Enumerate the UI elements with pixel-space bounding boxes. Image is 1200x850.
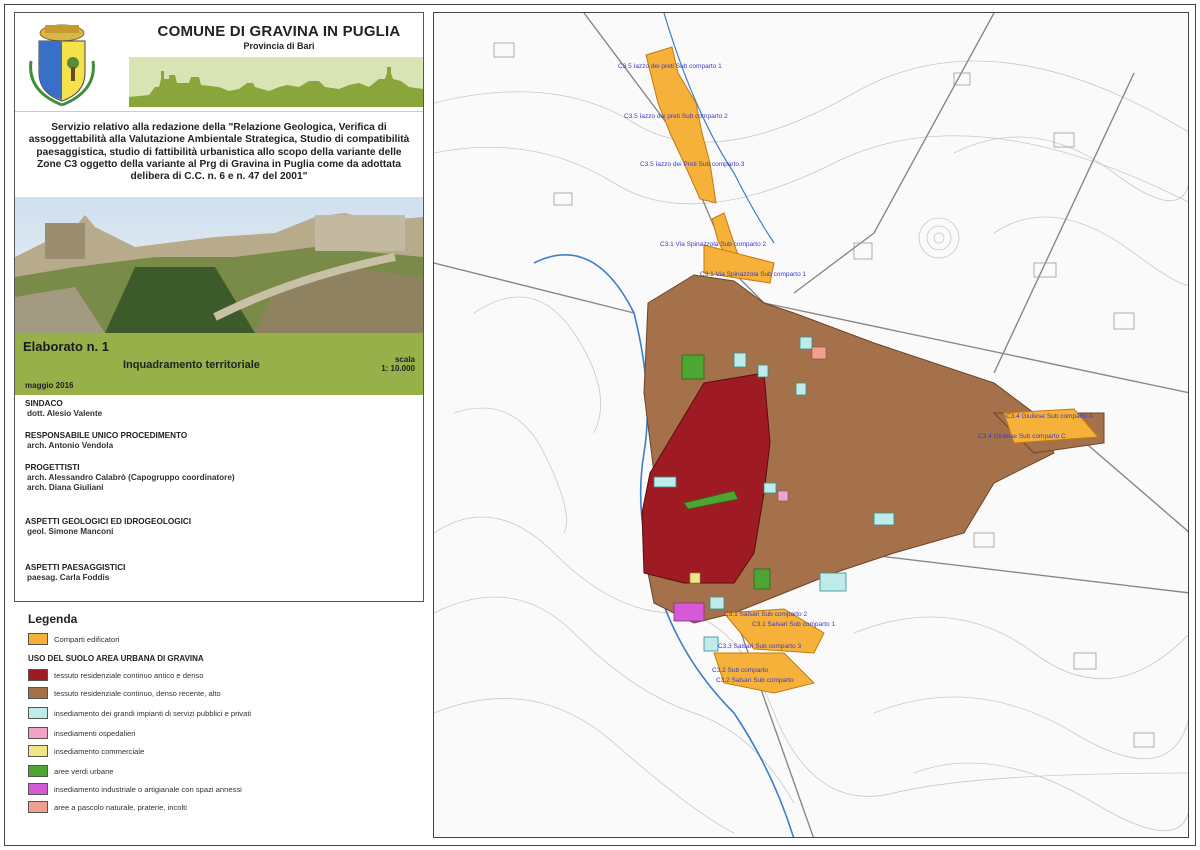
coat-of-arms-icon bbox=[25, 21, 99, 107]
map-label: C3.1 Via Spinazzola Sub comparto 2 bbox=[660, 241, 767, 248]
map-label: C3.4 Giuliese Sub comparto C bbox=[978, 433, 1066, 440]
credit-name: dott. Alesio Valente bbox=[27, 409, 103, 418]
legend-swatch bbox=[28, 801, 48, 813]
elaborato-date: maggio 2016 bbox=[25, 381, 74, 390]
credit-name: paesag. Carla Foddis bbox=[27, 573, 110, 582]
scale-block bbox=[381, 355, 415, 373]
legend-label: insediamenti ospedalieri bbox=[54, 728, 136, 738]
credit-name: arch. Diana Giuliani bbox=[27, 483, 104, 492]
credit-rup bbox=[25, 431, 415, 451]
elaborato-band bbox=[15, 333, 423, 395]
legend-swatch bbox=[28, 687, 48, 699]
legend-label: Comparti edificatori bbox=[54, 634, 120, 644]
elaborato-subtitle: Inquadramento territoriale bbox=[123, 359, 260, 371]
credit-sindaco bbox=[25, 399, 415, 419]
map-label: C3.2 Sub comparto bbox=[712, 667, 769, 674]
title-block bbox=[14, 12, 424, 602]
province-label: Provincia di Bari bbox=[243, 41, 315, 51]
commercial-area bbox=[690, 573, 700, 583]
title-header bbox=[15, 13, 423, 111]
legend-item bbox=[28, 782, 242, 796]
elaborato-number: Elaborato n. 1 bbox=[23, 339, 109, 354]
legend-item bbox=[28, 744, 144, 758]
legend-section-heading: USO DEL SUOLO AREA URBANA DI GRAVINA bbox=[28, 654, 204, 663]
service-description: Servizio relativo alla redazione della "Relazione Geologica, Verifica di assoggettabilità alla Valutazione Ambientale Strategica, Studio di compatibilità paesaggistica, studio di fattibilità urbanistica allo scopo della variante delle Zone C3 oggetto della variante al Prg di Gravina in Puglia come da adottata delibera di C.C. n. 6 e n. 47 del 2001" bbox=[15, 111, 423, 197]
scale-label: scala bbox=[394, 355, 415, 364]
legend-item bbox=[28, 726, 135, 740]
credit-role: ASPETTI GEOLOGICI ED IDROGEOLOGICI bbox=[25, 517, 192, 526]
scale-value: 1: 10.000 bbox=[381, 364, 415, 373]
legend-item bbox=[28, 686, 221, 700]
map-label: C3.5 Iazzo dei preti Sub comparto 2 bbox=[624, 113, 728, 120]
legend-swatch bbox=[28, 633, 48, 645]
map-label: C3.5 Iazzo dei Preti Sub comparto 3 bbox=[640, 161, 745, 168]
town-title: COMUNE DI GRAVINA IN PUGLIA bbox=[157, 23, 401, 40]
map-canvas bbox=[434, 13, 1189, 838]
map-label: C3.1 Salsari Sub comparto 1 bbox=[752, 621, 836, 628]
credit-name: geol. Simone Manconi bbox=[27, 527, 114, 536]
legend-item bbox=[28, 632, 119, 646]
hospital-area bbox=[778, 491, 788, 501]
legend-label: tessuto residenziale continuo, denso recente, alto bbox=[54, 688, 221, 698]
credit-progettisti bbox=[25, 463, 415, 493]
legend-label: insediamento dei grandi impianti di servizi pubblici e privati bbox=[54, 708, 252, 718]
legend-label: aree a pascolo naturale, praterie, incolti bbox=[54, 802, 187, 812]
legend-swatch bbox=[28, 669, 48, 681]
credit-name: arch. Alessandro Calabrò (Capogruppo coordinatore) bbox=[27, 473, 235, 482]
credit-landscape bbox=[25, 563, 415, 583]
legend-label: aree verdi urbane bbox=[54, 766, 114, 776]
credit-role: RESPONSABILE UNICO PROCEDIMENTO bbox=[25, 431, 188, 440]
credit-role: ASPETTI PAESAGGISTICI bbox=[25, 563, 126, 572]
credit-name: arch. Antonio Vendola bbox=[27, 441, 114, 450]
map-legend bbox=[14, 606, 424, 838]
credit-role: SINDACO bbox=[25, 399, 63, 408]
legend-item bbox=[28, 800, 187, 814]
legend-title: Legenda bbox=[28, 612, 78, 626]
map-label: C3.5 Iazzo dei preti Sub comparto 1 bbox=[618, 63, 722, 70]
legend-swatch bbox=[28, 707, 48, 719]
industrial-area bbox=[674, 603, 704, 621]
legend-label: tessuto residenziale continuo antico e denso bbox=[54, 670, 204, 680]
castle-skyline-illustration bbox=[129, 57, 423, 107]
map-label: C3.1 Salsari Sub comparto 2 bbox=[724, 611, 808, 618]
territorial-map[interactable] bbox=[433, 12, 1189, 838]
legend-swatch bbox=[28, 727, 48, 739]
map-label: C3.1 Via Spinazzola Sub comparto 1 bbox=[700, 271, 807, 278]
map-label: C3.3 Salsari Sub comparto 3 bbox=[718, 643, 802, 650]
legend-item bbox=[28, 706, 251, 720]
credit-geology bbox=[25, 517, 415, 537]
map-label: C3.4 Giuliese Sub comparto A bbox=[1006, 413, 1094, 420]
credit-role: PROGETTISTI bbox=[25, 463, 80, 472]
map-label: C3.2 Salsari Sub comparto bbox=[716, 677, 794, 684]
panorama-photo bbox=[15, 197, 423, 333]
legend-label: insediamento industriale o artigianale con spazi annessi bbox=[54, 784, 242, 794]
legend-label: insediamento commerciale bbox=[54, 746, 145, 756]
legend-item bbox=[28, 668, 203, 682]
legend-swatch bbox=[28, 783, 48, 795]
legend-swatch bbox=[28, 745, 48, 757]
legend-swatch bbox=[28, 765, 48, 777]
pasture-area bbox=[812, 347, 826, 359]
legend-item bbox=[28, 764, 114, 778]
